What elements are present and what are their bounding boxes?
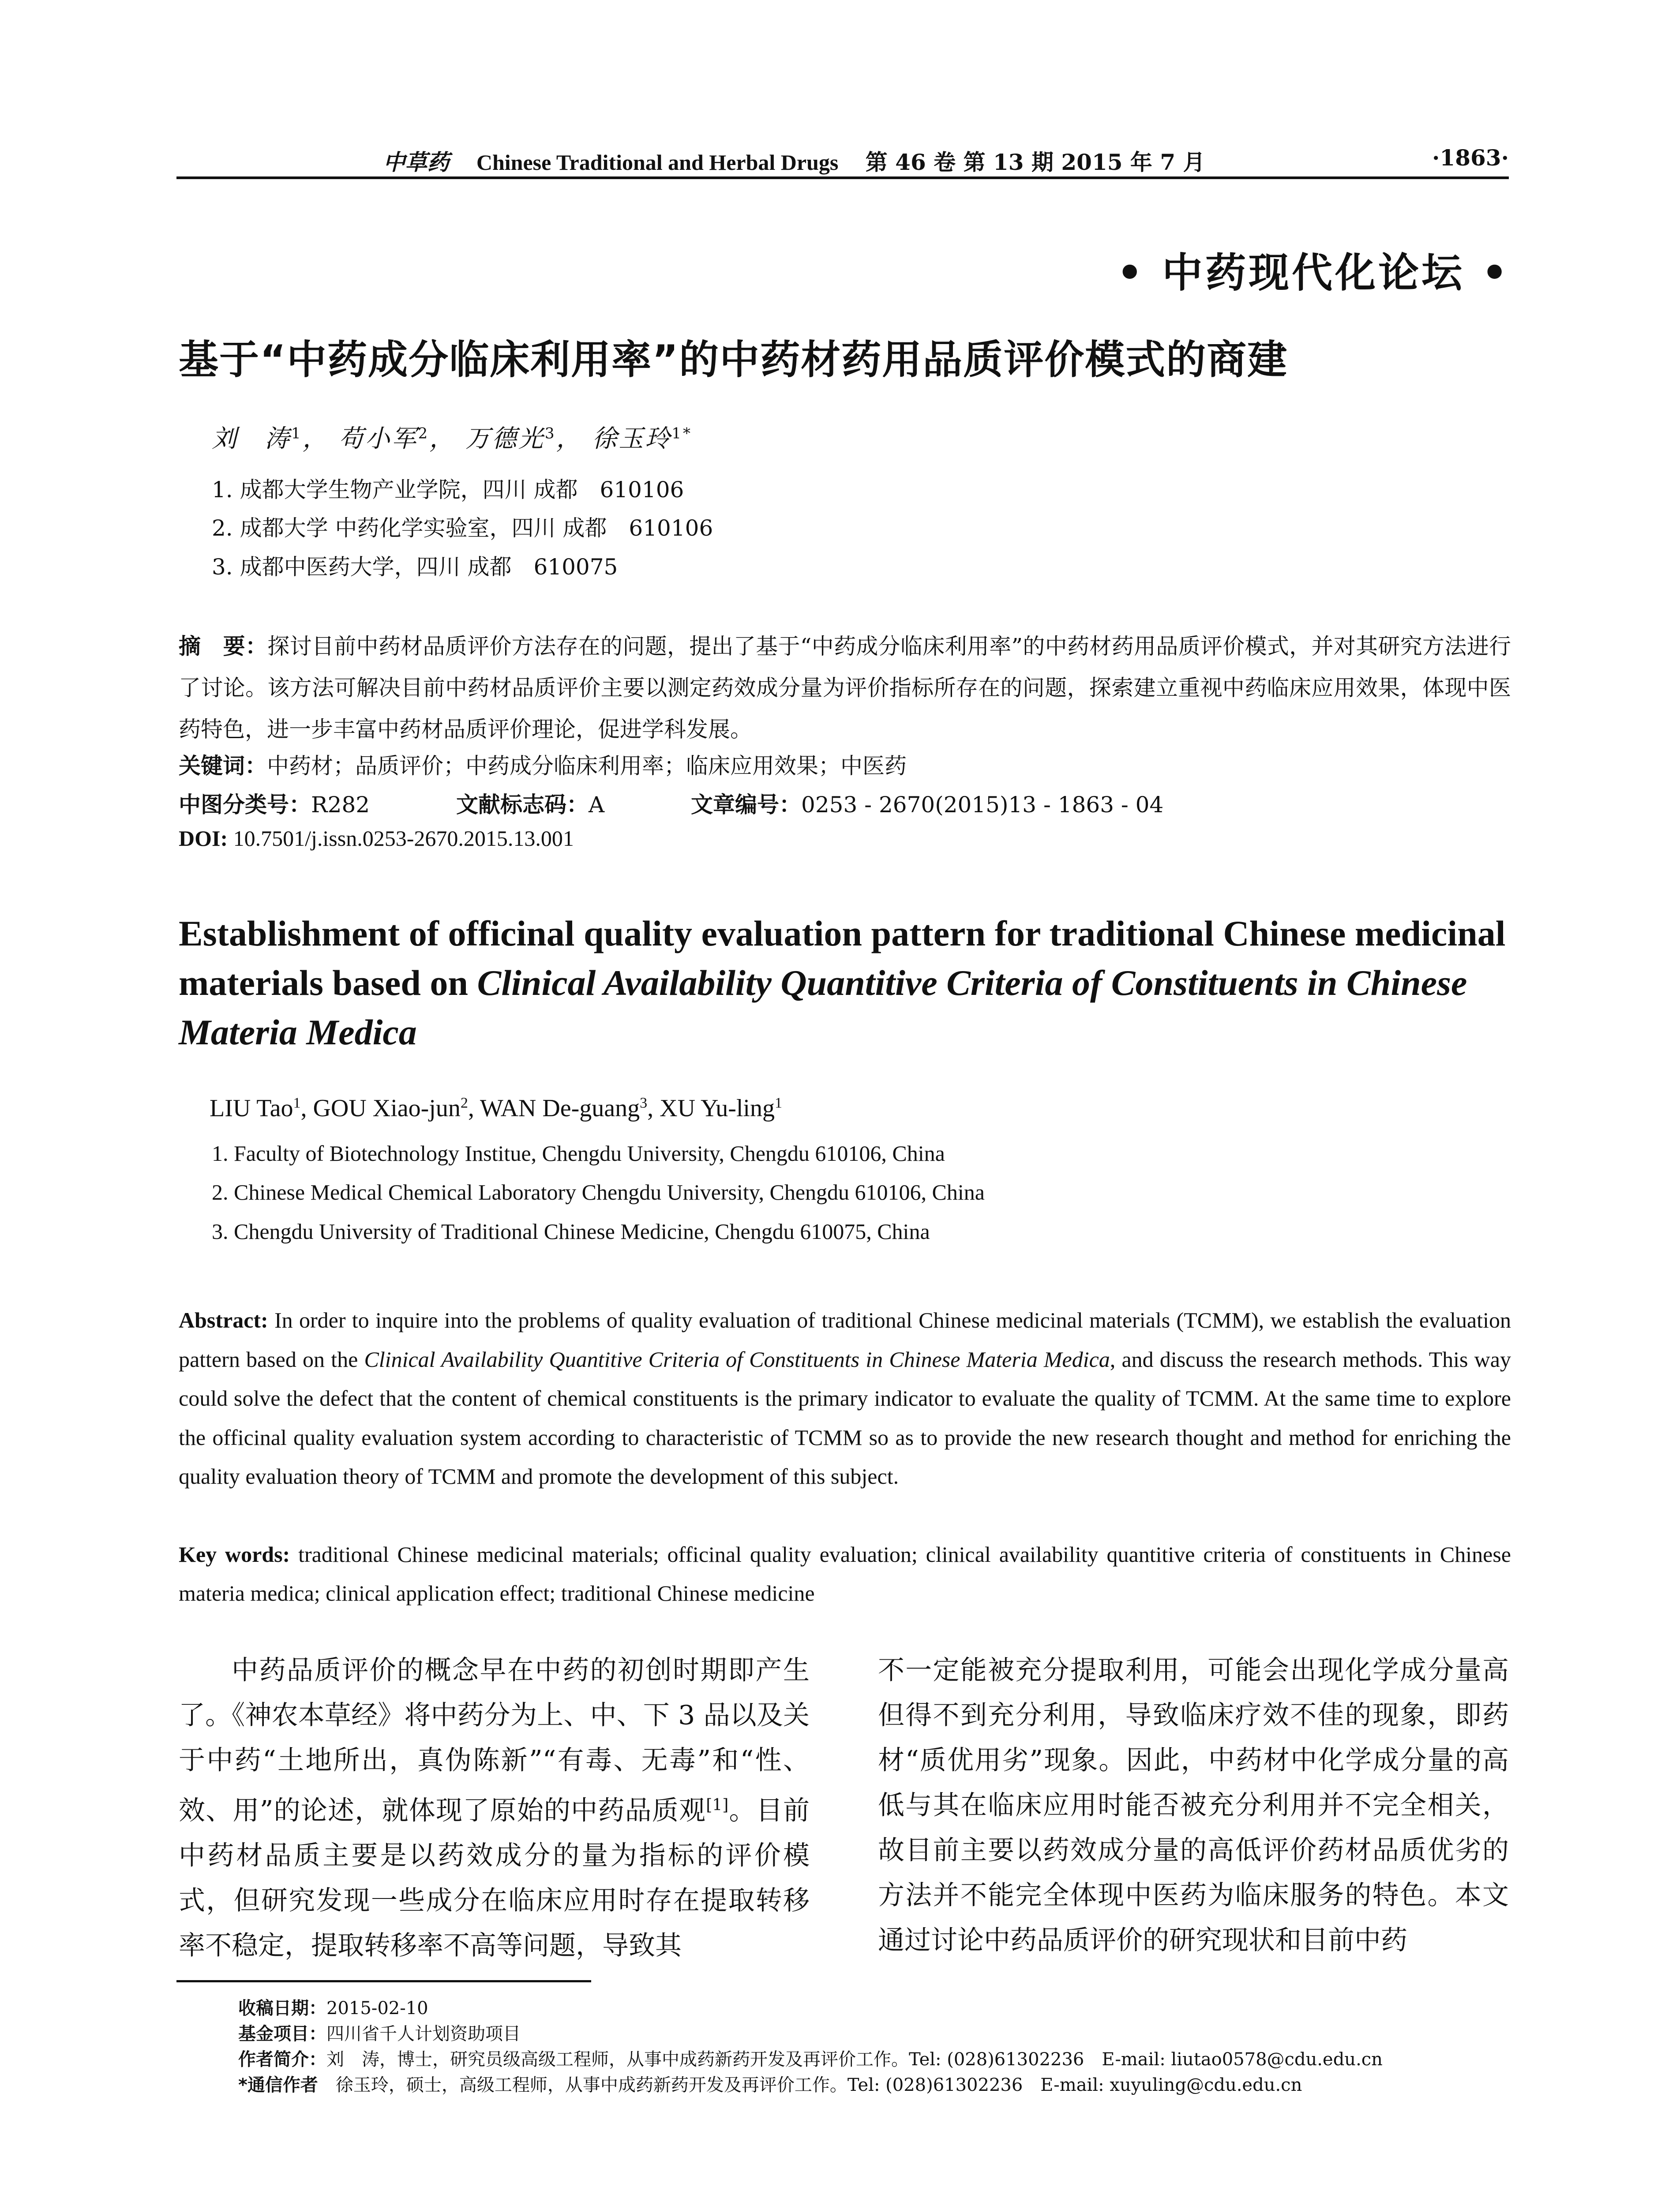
author-name: 徐玉玲 bbox=[592, 424, 672, 453]
author-name: LIU Tao bbox=[210, 1095, 293, 1122]
author-sup: 1* bbox=[671, 424, 692, 443]
keywords-text: 中药材；品质评价；中药成分临床利用率；临床应用效果；中医药 bbox=[267, 753, 907, 779]
footnote-author-bio bbox=[238, 2045, 1383, 2071]
author-name: GOU Xiao-jun bbox=[313, 1095, 461, 1122]
doi-line bbox=[179, 825, 574, 851]
footnote-received bbox=[238, 1994, 428, 2019]
author-sup: 3 bbox=[544, 424, 556, 443]
abstract-label: 摘 要： bbox=[179, 634, 268, 659]
chinese-keywords bbox=[179, 748, 907, 780]
doc-code-label: 文献标志码： bbox=[456, 792, 589, 818]
english-title-part1: Establishment of officinal quality evaluation pattern for traditional Chinese medicinal materials based on bbox=[179, 913, 1506, 1003]
footnote-corresponding bbox=[238, 2071, 1302, 2096]
footnote-label: *通信作者 bbox=[238, 2075, 336, 2095]
section-label: • 中药现代化论坛 • bbox=[1117, 249, 1510, 296]
english-affiliation: 2. Chinese Medical Chemical Laboratory Chengdu University, Chengdu 610106, China bbox=[212, 1180, 985, 1204]
author-sup: 1 bbox=[291, 424, 303, 443]
doi-value: 10.7501/j.issn.0253-2670.2015.13.001 bbox=[233, 826, 574, 851]
english-title bbox=[179, 909, 1511, 1057]
author-name: 万德光 bbox=[465, 424, 545, 453]
header-rule bbox=[176, 176, 1509, 179]
page-number: ·1863· bbox=[1432, 145, 1509, 171]
english-abstract bbox=[179, 1301, 1511, 1496]
footnote-rule bbox=[176, 1980, 591, 1982]
chinese-affiliation: 3. 成都中医药大学，四川 成都 610075 bbox=[212, 554, 618, 580]
english-keywords bbox=[179, 1535, 1511, 1613]
body-column-left bbox=[179, 1648, 810, 1968]
abstract-text: 探讨目前中药材品质评价方法存在的问题，提出了基于“中药成分临床利用率”的中药材药用品质评价模式，并对其研究方法进行了讨论。该方法可解决目前中药材品质评价主要以测定药效成分量为评价指标所存在的问题，探索建立重视中药临床应用效果，体现中医药特色，进一步丰富中药材品质评价理论，促进学科发展。 bbox=[179, 634, 1511, 742]
clc-value: R282 bbox=[311, 792, 370, 818]
keywords-label: Key words: bbox=[179, 1542, 290, 1567]
abstract-text: , and discuss the research methods. This way could solve the defect that the content of chemical constituents is the primary indicator to evaluate the quality of TCMM. At the same time to explore the officinal quality evaluation system according to characteristic of TCMM so as to provide the new research thought and method for enriching the quality evaluation theory of TCMM and promote the development of this subject. bbox=[179, 1347, 1511, 1489]
english-affiliation: 1. Faculty of Biotechnology Institue, Chengdu University, Chengdu 610106, China bbox=[212, 1141, 945, 1166]
author-sup: 3 bbox=[640, 1095, 648, 1111]
author-name: WAN De-guang bbox=[480, 1095, 640, 1122]
author-name: XU Yu-ling bbox=[660, 1095, 775, 1122]
footnote-label: 收稿日期： bbox=[238, 1998, 326, 2018]
article-no-label: 文章编号： bbox=[691, 792, 802, 818]
clc-label: 中图分类号： bbox=[179, 792, 311, 818]
footnote-text: 四川省千人计划资助项目 bbox=[326, 2024, 521, 2044]
doi-label: DOI: bbox=[179, 826, 228, 851]
footnote-text: 2015-02-10 bbox=[326, 1998, 428, 2018]
body-text: 中药品质评价的概念早在中药的初创时期即产生了。《神农本草经》将中药分为上、中、下 3 品以及关于中药“土地所出，真伪陈新”“有毒、无毒”和“性、效、用”的论述，就体现了原始的中药品质观 bbox=[179, 1655, 810, 1826]
journal-line bbox=[176, 145, 1412, 176]
footnote-label: 作者简介： bbox=[238, 2049, 326, 2070]
author-name: 刘 涛 bbox=[212, 424, 291, 453]
chinese-authors: 刘 涛$^1$， 苟小军$^2$， 万德光$^3$， 徐玉玲$^{1*}$ bbox=[212, 424, 692, 453]
english-authors: LIU Tao$^1$, GOU Xiao-jun$^2$, WAN De-guang$^3$, XU Yu-ling$^1$ bbox=[210, 1095, 782, 1122]
journal-name-cn: 中草药 bbox=[383, 149, 450, 175]
body-text: 。目前中药材品质主要是以药效成分的量为指标的评价模式，但研究发现一些成分在临床应用时存在提取转移率不稳定，提取转移率不高等问题，导致其 bbox=[179, 1795, 810, 1961]
english-affiliation: 3. Chengdu University of Traditional Chinese Medicine, Chengdu 610075, China bbox=[212, 1219, 930, 1244]
body-column-right bbox=[878, 1648, 1509, 1963]
author-sup: 1 bbox=[774, 1095, 782, 1111]
article-no-value: 0253 - 2670(2015)13 - 1863 - 04 bbox=[801, 792, 1164, 818]
author-name: 苟小军 bbox=[338, 424, 418, 453]
footnote-label: 基金项目： bbox=[238, 2024, 326, 2044]
doc-code-value: A bbox=[589, 792, 605, 818]
body-text: 不一定能被充分提取利用，可能会出现化学成分量高但得不到充分利用，导致临床疗效不佳的现象，即药材“质优用劣”现象。因此，中药材中化学成分量的高低与其在临床应用时能否被充分利用并不完全相关，故目前主要以药效成分量的高低评价药材品质优劣的方法并不能完全体现中医药为临床服务的特色。本文通过讨论中药品质评价的研究现状和目前中药 bbox=[878, 1655, 1509, 1956]
keywords-label: 关键词： bbox=[179, 753, 267, 779]
classification-line bbox=[179, 787, 1163, 819]
chinese-title: 基于“中药成分临床利用率”的中药材药用品质评价模式的商建 bbox=[179, 337, 1288, 383]
author-sup: 2 bbox=[418, 424, 430, 443]
footnote-text: 刘 涛，博士，研究员级高级工程师，从事中成药新药开发及再评价工作。Tel: (028)61302236 E-mail: liutao0578@cdu.edu.cn bbox=[326, 2049, 1383, 2070]
abstract-text: In order to inquire into the problems of quality evaluation of traditional Chinese medicinal materials (TCMM), we establish the evaluation pattern based on the bbox=[179, 1308, 1511, 1372]
chinese-abstract bbox=[179, 626, 1511, 750]
issue-info: 第 46 卷 第 13 期 2015 年 7 月 bbox=[865, 149, 1205, 175]
english-title-italic: Clinical Availability Quantitive Criteria of Constituents in Chinese Materia Medica bbox=[179, 963, 1467, 1052]
citation: [1] bbox=[706, 1796, 729, 1814]
journal-name-en: Chinese Traditional and Herbal Drugs bbox=[476, 150, 839, 175]
keywords-text: traditional Chinese medicinal materials; officinal quality evaluation; clinical availability quantitive criteria of constituents in Chinese materia medica; clinical application effect; traditional Chinese medicine bbox=[179, 1542, 1511, 1606]
author-sup: 1 bbox=[293, 1095, 301, 1111]
running-header bbox=[176, 140, 1509, 176]
author-sup: 2 bbox=[460, 1095, 468, 1111]
footnote-text: 徐玉玲，硕士，高级工程师，从事中成药新药开发及再评价工作。Tel: (028)61302236 E-mail: xuyuling@cdu.edu.cn bbox=[335, 2075, 1302, 2095]
chinese-affiliation: 2. 成都大学 中药化学实验室，四川 成都 610106 bbox=[212, 515, 713, 541]
footnote-funding bbox=[238, 2020, 521, 2045]
abstract-italic: Clinical Availability Quantitive Criteria of Constituents in Chinese Materia Medica bbox=[364, 1347, 1110, 1372]
abstract-label: Abstract: bbox=[179, 1308, 268, 1332]
chinese-affiliation: 1. 成都大学生物产业学院，四川 成都 610106 bbox=[212, 477, 684, 503]
